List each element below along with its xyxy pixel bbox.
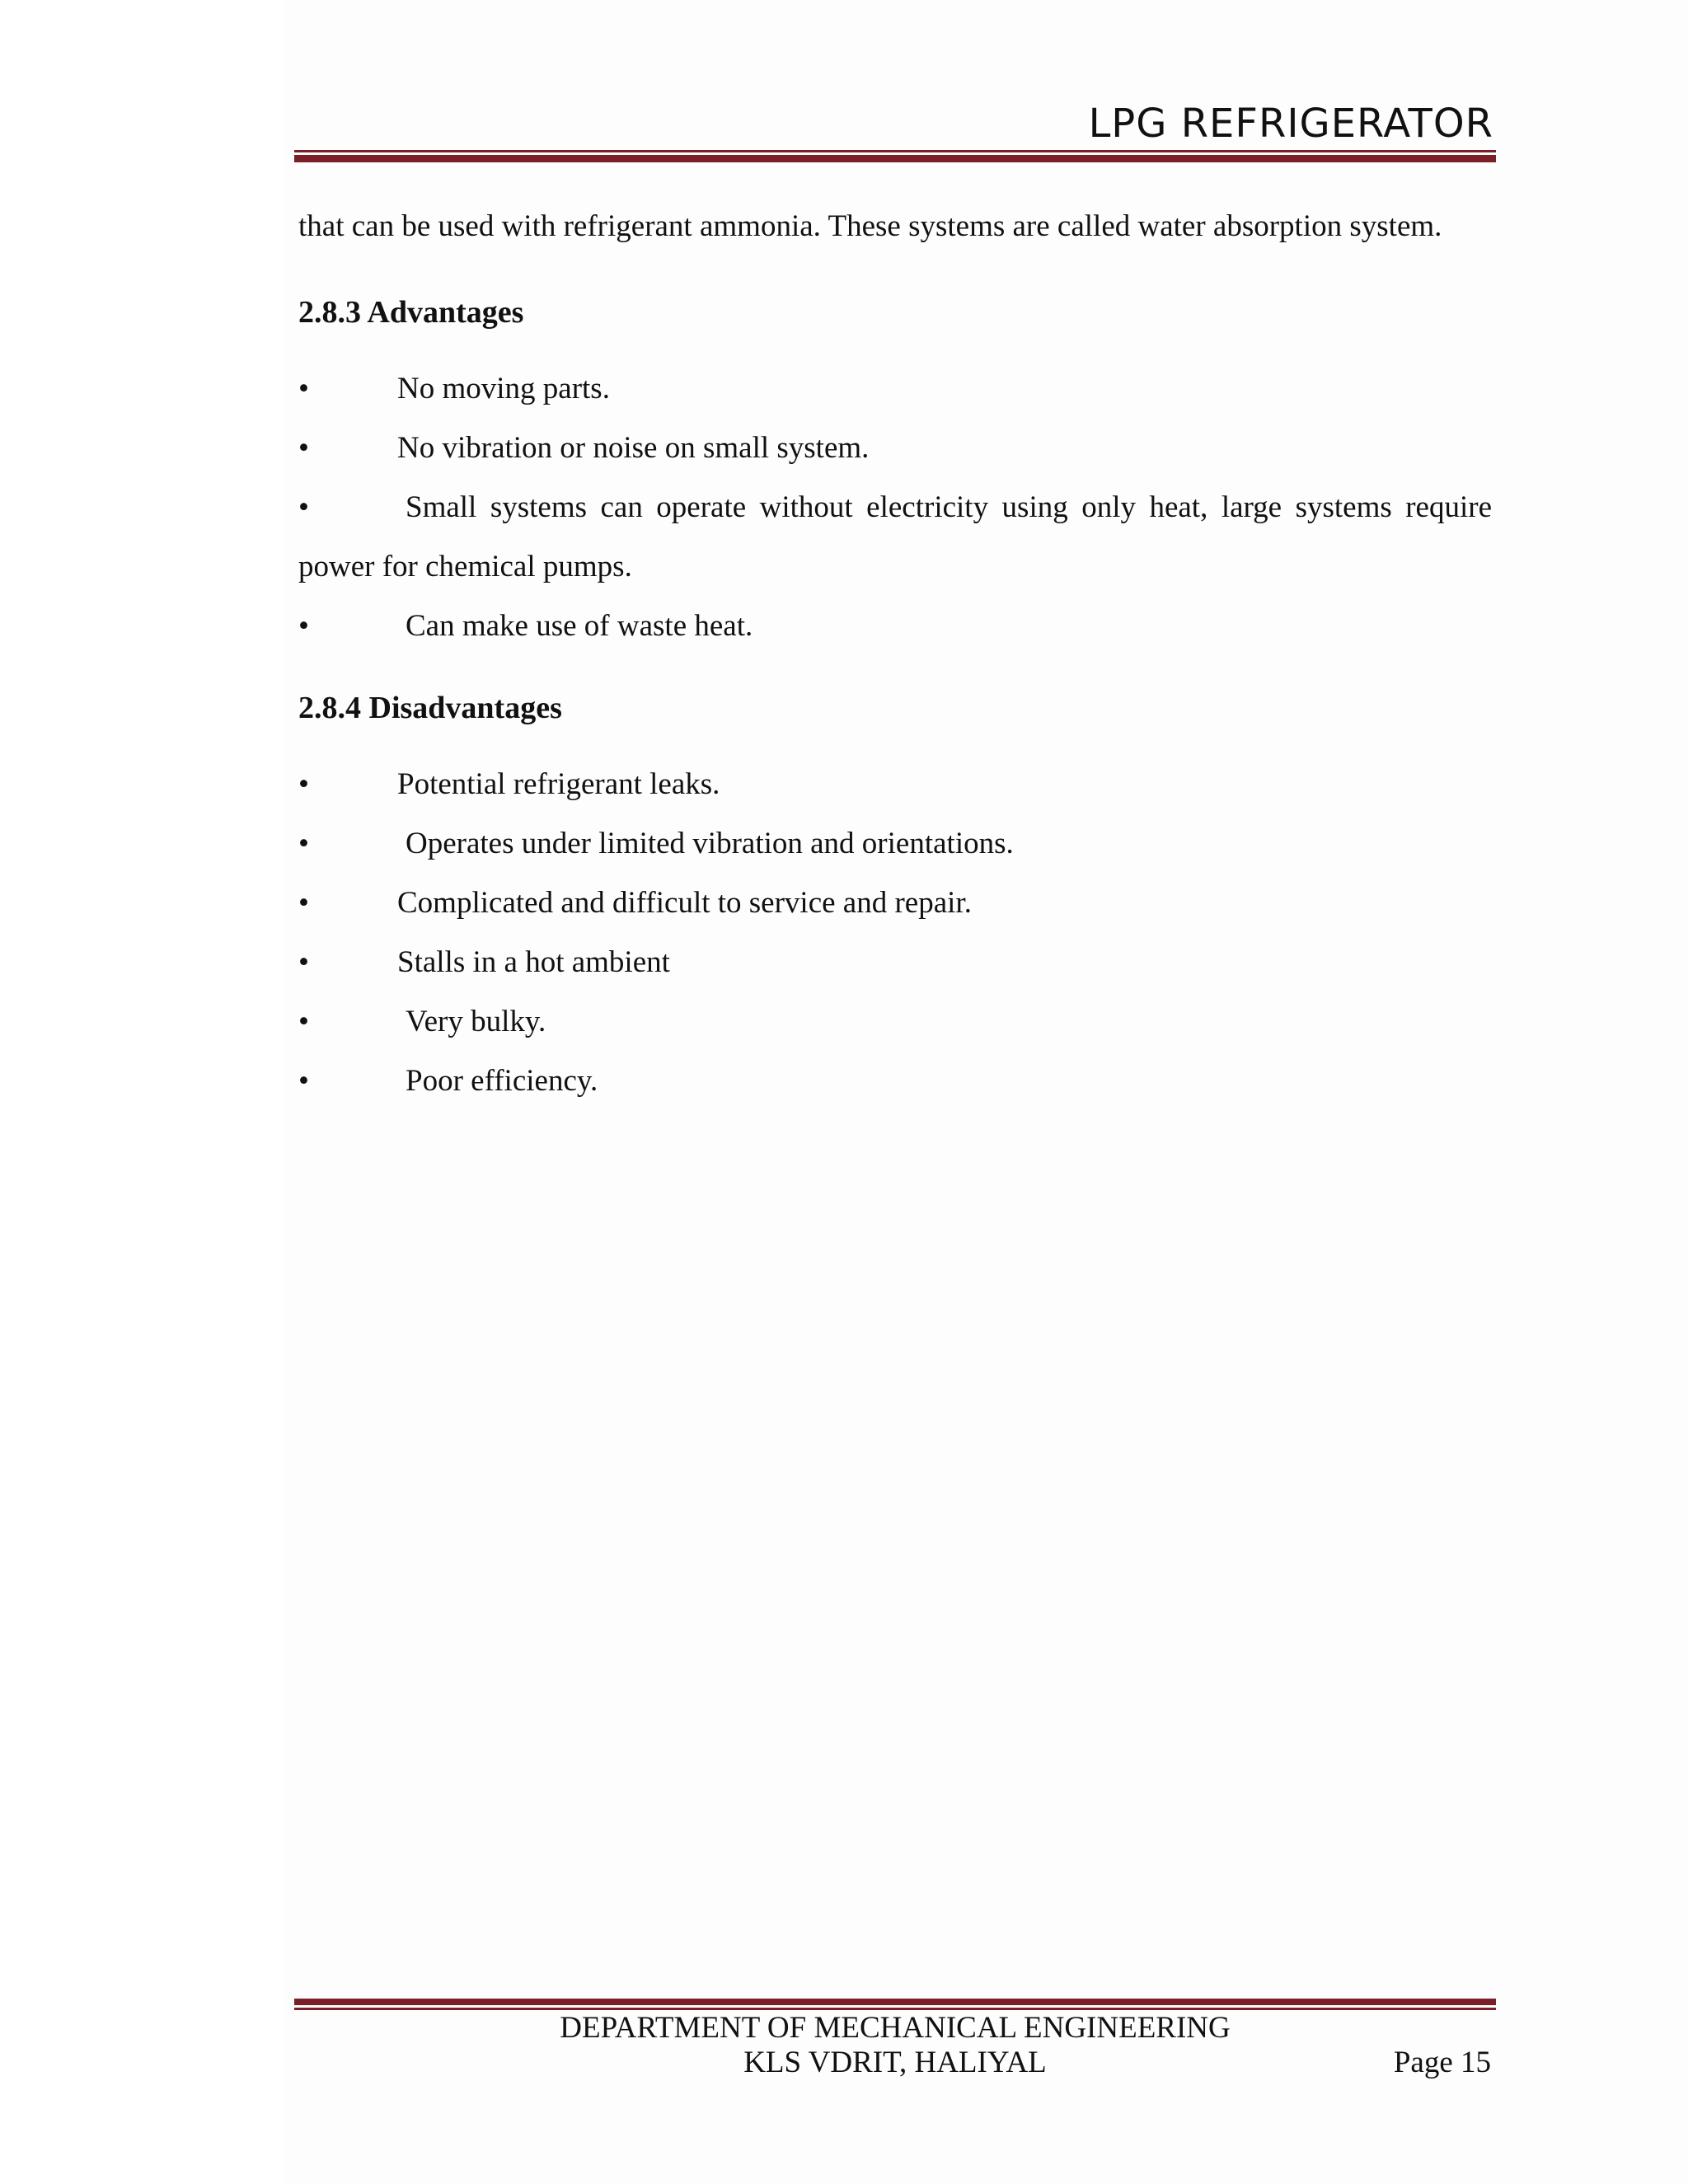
bullet-icon: • xyxy=(298,1005,309,1038)
list-item xyxy=(298,874,1492,933)
list-item xyxy=(298,359,1492,419)
list-item-text: No moving parts. xyxy=(397,372,610,405)
list-item xyxy=(298,597,1492,656)
bullet-icon: • xyxy=(298,886,309,920)
list-item-text: No vibration or noise on small system. xyxy=(397,431,870,465)
list-item-text: Complicated and difficult to service and repair. xyxy=(397,886,972,920)
page-content xyxy=(298,198,1492,1111)
running-header-title: LPG REFRIGERATOR xyxy=(1088,101,1493,147)
list-item-text: Poor efficiency. xyxy=(406,1064,598,1098)
disadvantages-heading: 2.8.4 Disadvantages xyxy=(298,691,562,725)
bullet-icon: • xyxy=(298,609,309,643)
list-item xyxy=(298,478,1492,597)
advantages-list xyxy=(298,359,1492,656)
footer-institution-line xyxy=(294,2046,1496,2080)
bullet-icon: • xyxy=(298,372,309,405)
intro-paragraph: that can be used with refrigerant ammonia. These systems are called water absorption system. xyxy=(298,209,1442,243)
header-rule xyxy=(294,150,1496,162)
footer-institution: KLS VDRIT, HALIYAL xyxy=(743,2046,1047,2079)
list-item-text: Can make use of waste heat. xyxy=(406,609,753,643)
list-item-text: Stalls in a hot ambient xyxy=(397,945,670,979)
bullet-icon: • xyxy=(298,490,309,524)
footer-department: DEPARTMENT OF MECHANICAL ENGINEERING xyxy=(560,2011,1231,2045)
list-item xyxy=(298,933,1492,992)
list-item xyxy=(298,755,1492,814)
footer-rule xyxy=(294,1999,1496,2010)
list-item-text: Potential refrigerant leaks. xyxy=(397,767,720,801)
bullet-icon: • xyxy=(298,431,309,465)
list-item xyxy=(298,992,1492,1052)
list-item-text: Very bulky. xyxy=(406,1005,546,1038)
list-item xyxy=(298,814,1492,874)
bullet-icon: • xyxy=(298,767,309,801)
list-item-text: Operates under limited vibration and orientations. xyxy=(406,827,1014,860)
advantages-heading: 2.8.3 Advantages xyxy=(298,295,524,330)
list-item xyxy=(298,419,1492,478)
page-footer xyxy=(294,2011,1496,2080)
bullet-icon: • xyxy=(298,1064,309,1098)
list-item-text: Small systems can operate without electricity using only heat, large systems require power for chemical pumps. xyxy=(298,490,1492,583)
bullet-icon: • xyxy=(298,945,309,979)
list-item xyxy=(298,1052,1492,1111)
page-number: Page 15 xyxy=(1393,2046,1491,2079)
disadvantages-list xyxy=(298,755,1492,1111)
bullet-icon: • xyxy=(298,827,309,860)
